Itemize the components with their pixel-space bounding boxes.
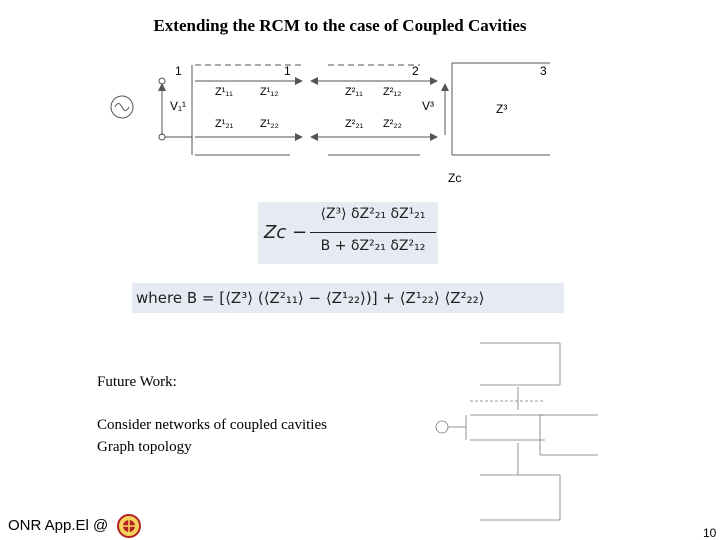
slide-title: Extending the RCM to the case of Coupled Cavities: [153, 16, 527, 35]
z-label: Z²₁₁: [345, 86, 363, 98]
z-label: Z¹₁₂: [260, 86, 279, 98]
z-label: Z²₁₂: [383, 86, 402, 98]
zc-formula: Zc − ⟨Z³⟩ δZ²₂₁ δZ¹₂₁ B + δZ²₂₁ δZ²₁₂: [258, 202, 438, 264]
zc-label: Zc: [448, 171, 462, 185]
future-work-item: Consider networks of coupled cavities: [97, 417, 327, 433]
node-1-label: 1: [284, 64, 291, 78]
page-number: 10: [703, 526, 717, 540]
footer-label: ONR App.El @: [8, 517, 109, 534]
z-label: Z¹₁₁: [215, 86, 233, 98]
university-seal-icon: [117, 514, 141, 538]
coupled-cavity-circuit: [100, 55, 570, 190]
fraction-bar: [310, 232, 436, 233]
v3-label: V³: [422, 99, 434, 113]
node-2-label: 2: [412, 64, 419, 78]
z-label: Z²₂₁: [345, 118, 364, 130]
formula-numerator: ⟨Z³⟩ δZ²₂₁ δZ¹₂₁: [320, 206, 426, 222]
z-label: Z¹₂₁: [215, 118, 234, 130]
z-label: Z¹₂₂: [260, 118, 279, 130]
z3-label: Z³: [496, 102, 508, 116]
future-work-item: Graph topology: [97, 439, 192, 455]
future-work-heading: Future Work:: [97, 374, 177, 390]
z-label: Z²₂₂: [383, 118, 402, 130]
formula-denominator: B + δZ²₂₁ δZ²₁₂: [320, 238, 426, 254]
network-graph-figure: [430, 335, 620, 525]
b-definition-formula: where B = [⟨Z³⟩ (⟨Z²₁₁⟩ − ⟨Z¹₂₂⟩)] + ⟨Z¹₂₂⟩ ⟨Z²₂₂⟩: [132, 283, 564, 313]
v1-label: V₁¹: [170, 99, 187, 113]
port-1-label: 1: [175, 64, 182, 78]
formula-lhs: Zc: [264, 222, 287, 243]
node-3-label: 3: [540, 64, 547, 78]
